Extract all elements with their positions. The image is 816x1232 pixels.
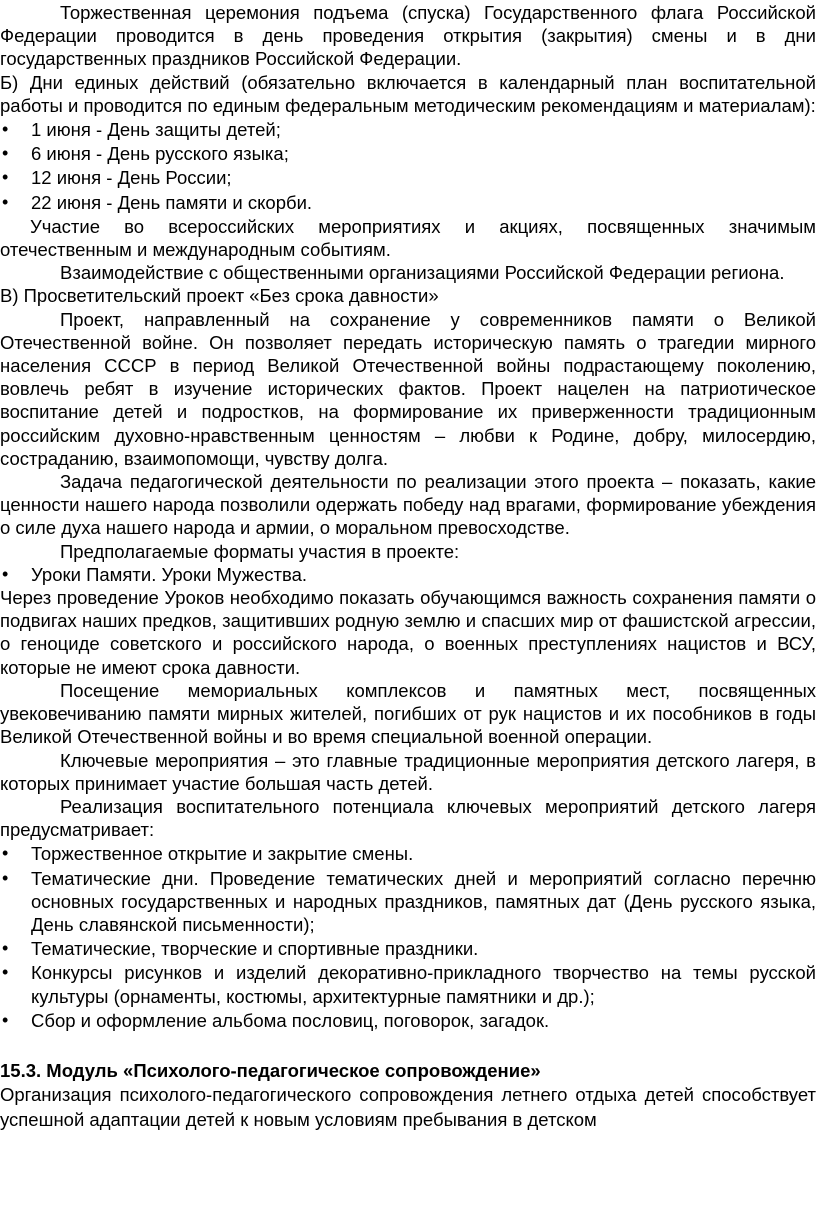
list-item: • Сбор и оформление альбома пословиц, поговорок, загадок. [0, 1009, 816, 1032]
paragraph-interaction: Взаимодействие с общественными организациями Российской Федерации региона. [60, 262, 785, 284]
paragraph-realization: Реализация воспитательного потенциала ключевых мероприятий детского лагеря предусматривает: [0, 795, 816, 841]
paragraph-flag-ceremony: Торжественная церемония подъема (спуска) Государственного флага Российской Федерации проводится в день проведения открытия (закрытия) смены и в дни государственных праздников Российской Федерации. [0, 2, 816, 70]
paragraph-participation: Участие во всероссийских мероприятиях и акциях, посвященных значимым отечественным и международным событиям. [0, 215, 816, 261]
list-item: • 1 июня - День защиты детей; [0, 118, 816, 141]
paragraph-psych-support: Организация психолого-педагогического сопровождения летнего отдыха детей способствует успешной адаптации детей к новым условиям пребывания в детском [0, 1084, 816, 1131]
list-item: • Конкурсы рисунков и изделий декоративно-прикладного творчество на темы русской культуры (орнаменты, костюмы, архитектурные памятники и др.); [0, 961, 816, 1007]
list-item: • Уроки Памяти. Уроки Мужества. [0, 563, 816, 586]
formats-list [0, 563, 816, 586]
paragraph-memorials: Посещение мемориальных комплексов и памятных мест, посвященных увековечиванию памяти мирных жителей, погибших от рук нацистов и их пособников в годы Великой Отечественной войны и во время специальной военной операции. [0, 679, 816, 748]
list-item: • Тематические дни. Проведение тематических дней и мероприятий согласно перечню основных государственных и народных праздников, памятных дат (День русского языка, День славянской письменности); [0, 867, 816, 937]
paragraph-formats-intro: Предполагаемые форматы участия в проекте: [60, 540, 460, 562]
paragraph-key-events: Ключевые мероприятия – это главные традиционные мероприятия детского лагеря, в которых принимает участие большая часть детей. [0, 749, 816, 794]
list-item: • Торжественное открытие и закрытие смены. [0, 842, 816, 865]
unity-days-list [0, 118, 816, 214]
paragraph-lessons: Через проведение Уроков необходимо показать обучающимся важность сохранения памяти о подвигах наших предков, защитивших родную землю и спасших мир от фашистской агрессии, о геноциде советского и российского народа, о военных преступлениях нацистов и ВСУ, которые не имеют срока давности. [0, 587, 816, 678]
section-heading: 15.3. Модуль «Психолого-педагогическое сопровождение» [0, 1059, 541, 1081]
list-item: • 22 июня - День памяти и скорби. [0, 191, 816, 214]
list-item: • 12 июня - День России; [0, 166, 816, 189]
list-item: • Тематические, творческие и спортивные праздники. [0, 937, 816, 960]
list-item: • 6 июня - День русского языка; [0, 142, 816, 165]
paragraph-project-description: Проект, направленный на сохранение у современников памяти о Великой Отечественной войне. Он позволяет передать историческую память о трагедии мирного населения СССР в период Великой Отечественной войны подрастающему поколению, вовлечь ребят в изучение исторических фактов. Проект нацелен на патриотическое воспитание детей и подростков, на формирование их приверженности традиционным российским духовно-нравственным ценностям – любви к Родине, добру, милосердию, состраданию, взаимопомощи, чувству долга. [0, 308, 816, 469]
key-events-list [0, 842, 816, 1032]
paragraph-project-title: В) Просветительский проект «Без срока давности» [0, 285, 439, 307]
paragraph-project-task: Задача педагогической деятельности по реализации этого проекта – показать, какие ценности нашего народа позволили одержать победу над врагами, формирование убеждения о силе духа нашего народа и армии, о моральном превосходстве. [0, 471, 816, 539]
paragraph-unity-days-intro: Б) Дни единых действий (обязательно включается в календарный план воспитательной работы и проводится по единым федеральным методическим рекомендациям и материалам): [0, 71, 816, 116]
